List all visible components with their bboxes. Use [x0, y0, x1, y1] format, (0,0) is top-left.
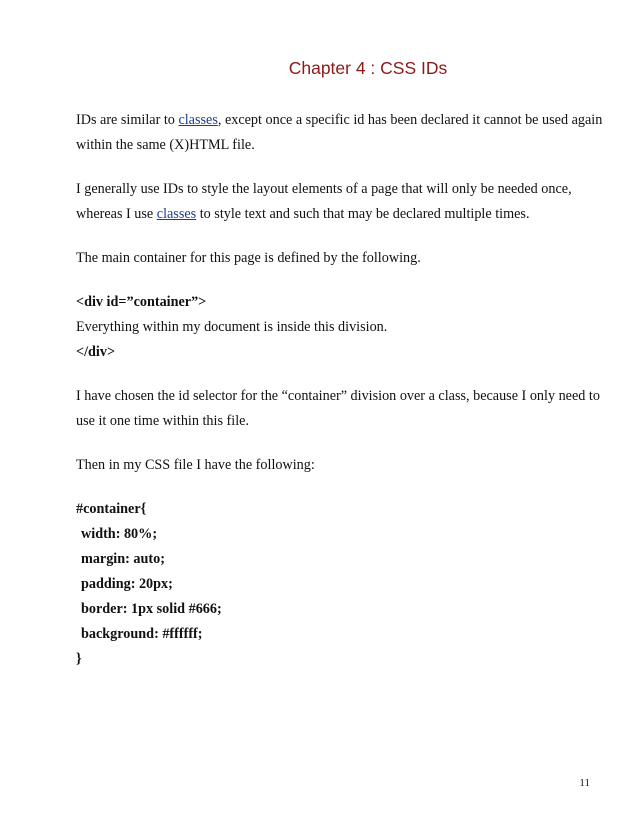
classes-link[interactable]: classes — [178, 112, 218, 128]
css-example — [76, 497, 606, 672]
html-example-body: Everything within my document is inside this division. — [76, 319, 388, 335]
css-property-line: background: #ffffff; — [81, 626, 203, 642]
css-property-line: border: 1px solid #666; — [81, 601, 222, 617]
css-property-line: margin: auto; — [81, 551, 165, 567]
page-number: 11 — [579, 777, 590, 789]
paragraph-text: , except once a specific id has been declared it cannot be used again within the same (X)HTML file. — [76, 112, 603, 153]
paragraph-text: to style text and such that may be declared multiple times. — [196, 206, 530, 222]
paragraph-id-choice: I have chosen the id selector for the “container” division over a class, because I only need to use it one time within this file. — [76, 388, 600, 429]
chapter-title: Chapter 4 : CSS IDs — [288, 58, 448, 78]
css-property-line: padding: 20px; — [81, 576, 173, 592]
classes-link[interactable]: classes — [156, 206, 197, 222]
paragraph-ids-intro — [76, 108, 606, 158]
html-example — [76, 290, 606, 365]
document-body — [76, 108, 606, 691]
paragraph-container-intro: The main container for this page is defined by the following. — [76, 250, 421, 266]
css-close-brace: } — [76, 651, 82, 667]
paragraph-ids-usage — [76, 177, 606, 227]
paragraph-css-intro: Then in my CSS file I have the following: — [76, 457, 315, 473]
css-selector: #container{ — [76, 501, 147, 517]
html-close-tag: </div> — [76, 344, 116, 360]
paragraph-text: I generally use IDs to style the layout elements of a page that will only be needed once, whereas I use — [76, 181, 572, 222]
paragraph-text: IDs are similar to — [76, 112, 179, 128]
css-property-line: width: 80%; — [81, 526, 158, 542]
html-open-tag: <div id=”container”> — [76, 294, 207, 310]
